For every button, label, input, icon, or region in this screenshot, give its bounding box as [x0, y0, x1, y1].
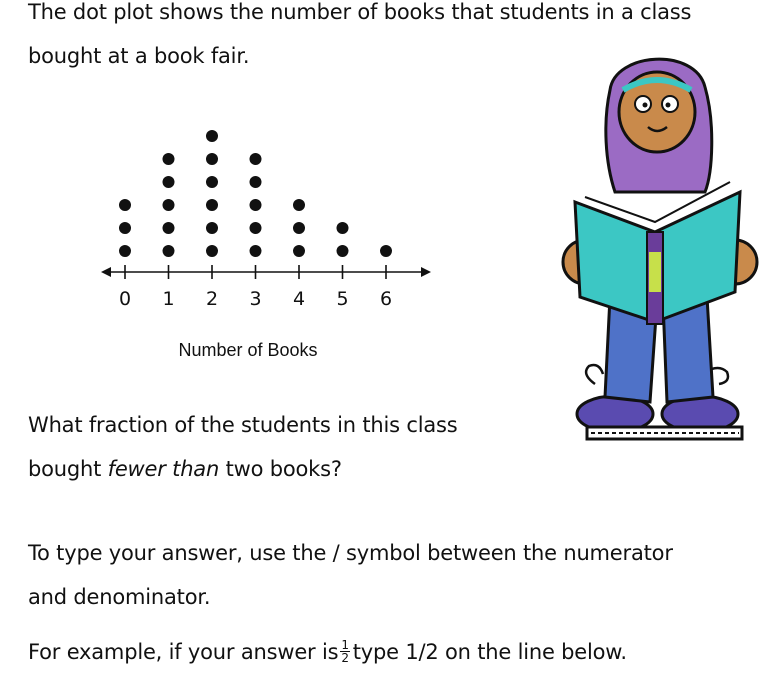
dot-1-2 [163, 222, 175, 234]
tick-label-6: 6 [379, 288, 393, 310]
dot-6-1 [380, 245, 392, 257]
example-fraction [340, 639, 349, 664]
dot-5-2 [337, 222, 349, 234]
tick-label-4: 4 [292, 288, 306, 310]
dot-2-3 [206, 199, 218, 211]
axis-tick-labels [119, 288, 392, 310]
dot-2-5 [206, 153, 218, 165]
tick-label-2: 2 [205, 288, 219, 310]
dot-3-2 [250, 222, 262, 234]
question-text-part: two books? [219, 457, 342, 481]
example-text-before: For example, if your answer is [28, 640, 339, 664]
x-axis-label: Number of Books [178, 340, 318, 360]
fraction-denominator: 2 [341, 650, 349, 665]
tick-label-3: 3 [249, 288, 262, 310]
dot-3-4 [250, 176, 262, 188]
instructions-line-1: To type your answer, use the / symbol between the numerator [28, 541, 673, 565]
emphasis-fewer-than: fewer than [107, 457, 220, 481]
tick-label-1: 1 [162, 288, 175, 310]
dot-4-1 [293, 245, 305, 257]
dot-3-3 [250, 199, 262, 211]
tick-label-0: 0 [118, 288, 132, 310]
example-text-after: type 1/2 on the line below. [352, 640, 627, 664]
dot-2-1 [206, 245, 218, 257]
instructions-line-2: and denominator. [28, 585, 211, 609]
intro-text-line-2: bought at a book fair. [28, 44, 250, 68]
intro-text-line-1: The dot plot shows the number of books that students in a class [28, 0, 692, 24]
dot-4-2 [293, 222, 305, 234]
example-line [28, 638, 627, 666]
dot-plot-chart [95, 120, 440, 370]
axis-arrow-right [421, 267, 431, 277]
fraction-numerator: 1 [341, 637, 349, 652]
dot-group [119, 130, 392, 257]
question-text-line-2 [28, 455, 342, 483]
dot-1-5 [163, 153, 175, 165]
dot-5-1 [337, 245, 349, 257]
dot-3-1 [250, 245, 262, 257]
girl-reading-book-icon [555, 42, 765, 447]
dot-0-2 [119, 222, 131, 234]
dot-1-3 [163, 199, 175, 211]
dot-0-1 [119, 245, 131, 257]
question-text-part: bought [28, 457, 108, 481]
dot-1-4 [163, 176, 175, 188]
dot-2-4 [206, 176, 218, 188]
dot-4-3 [293, 199, 305, 211]
dot-0-3 [119, 199, 131, 211]
dot-2-2 [206, 222, 218, 234]
dot-3-5 [250, 153, 262, 165]
tick-label-5: 5 [336, 288, 349, 310]
axis-arrow-left [101, 267, 111, 277]
question-text-line-1: What fraction of the students in this class [28, 413, 458, 437]
dot-1-1 [163, 245, 175, 257]
dot-2-6 [206, 130, 218, 142]
